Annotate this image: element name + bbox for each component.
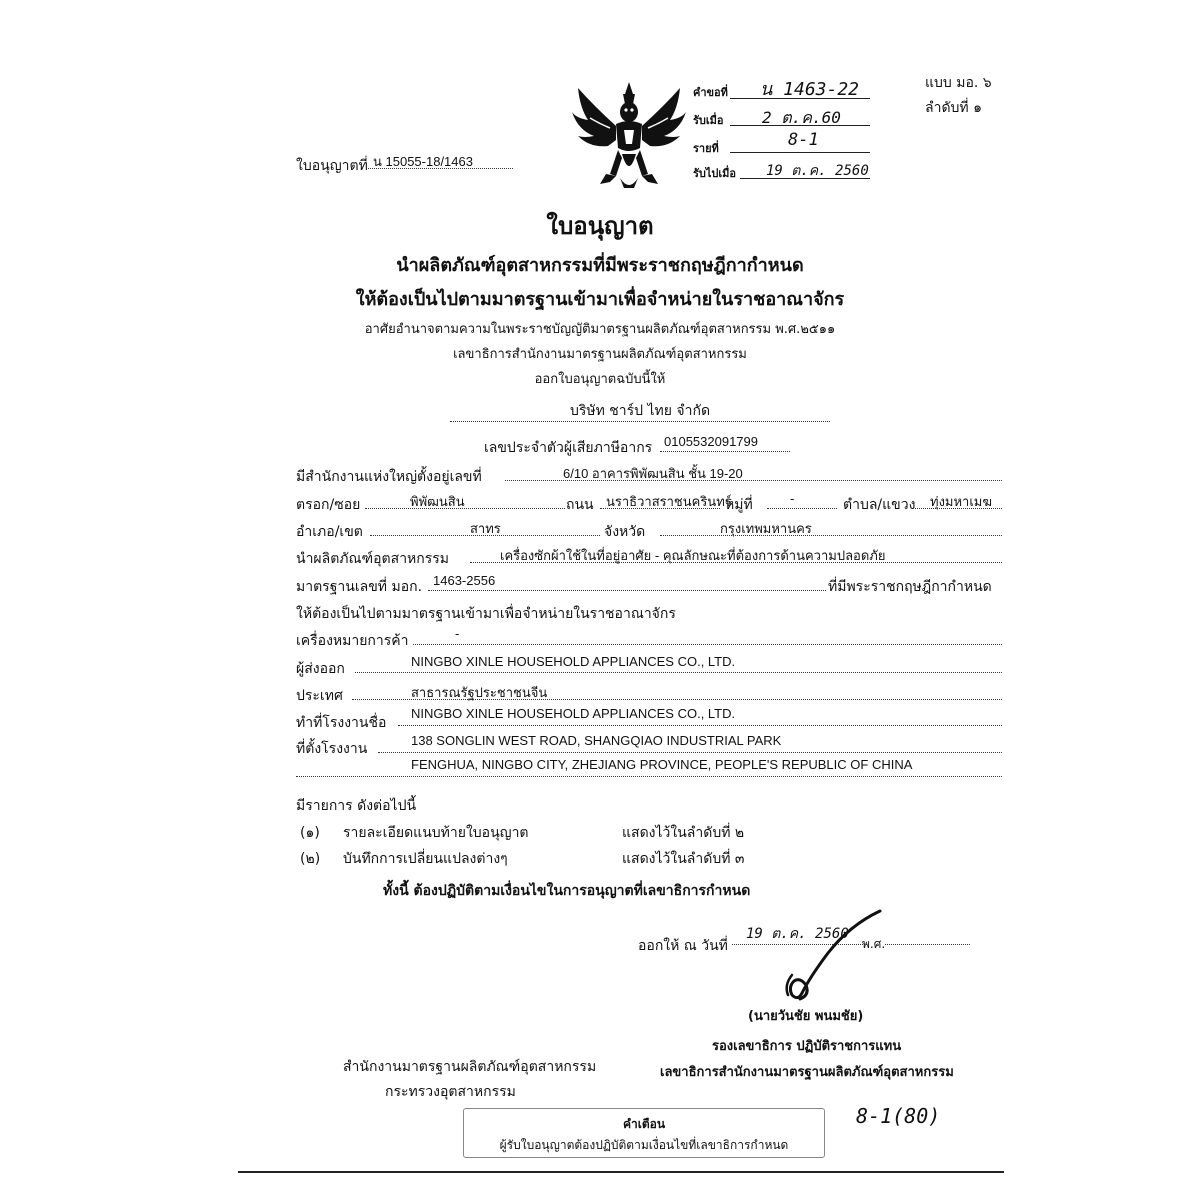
license-number-label: ใบอนุญาตที่ — [296, 158, 368, 174]
country-value: สาธารณรัฐประชาชนจีน — [411, 685, 548, 700]
garuda-emblem-icon — [570, 78, 688, 194]
subdistrict-value: ทุ่งมหาเมฆ — [930, 494, 993, 509]
country-label: ประเทศ — [296, 688, 343, 704]
document-title: ใบอนุญาต — [546, 212, 654, 240]
conformity-line: ให้ต้องเป็นไปตามมาตรฐานเข้ามาเพื่อจำหน่ายในราชอาณาจักร — [296, 606, 676, 622]
exporter-label: ผู้ส่งออก — [296, 661, 345, 677]
margin-note: 8-1(80) — [856, 1104, 941, 1128]
form-code: แบบ มอ. ๖ — [925, 75, 992, 91]
signer-name: (นายวันชัย พนมชัย) — [748, 1009, 864, 1024]
received-date-label: รับเมื่อ — [693, 114, 724, 127]
warning-title: คำเตือน — [622, 1117, 666, 1131]
signature-icon — [770, 905, 890, 1005]
province-value: กรุงเทพมหานคร — [720, 521, 812, 536]
moo-label: หมู่ที่ — [725, 497, 753, 513]
product-value: เครื่องซักผ้าใช้ในที่อยู่อาศัย - คุณลักษณะที่ต้องการด้านความปลอดภัย — [500, 548, 886, 563]
ministry-name: กระทรวงอุตสาหกรรม — [385, 1084, 516, 1100]
district-label: อำเภอ/เขต — [296, 524, 363, 540]
exporter-value: NINGBO XINLE HOUSEHOLD APPLIANCES CO., LTD. — [411, 654, 736, 669]
issued-era-label: พ.ศ. — [862, 937, 886, 951]
district-value: สาทร — [470, 521, 501, 536]
factory-location-line-2: FENGHUA, NINGBO CITY, ZHEJIANG PROVINCE, PEOPLE'S REPUBLIC OF CHINA — [411, 757, 913, 772]
authority-line-3: ออกใบอนุญาตฉบับนี้ให้ — [534, 372, 666, 387]
warning-box — [463, 1108, 825, 1158]
signer-title-2: เลขาธิการสำนักงานมาตรฐานผลิตภัณฑ์อุตสาหกรรม — [660, 1065, 954, 1080]
subdistrict-label: ตำบล/แขวง — [843, 497, 916, 513]
document-subtitle-1: นำผลิตภัณฑ์อุตสาหกรรมที่มีพระราชกฤษฎีกากำหนด — [396, 255, 804, 276]
head-office-label: มีสำนักงานแห่งใหญ่ตั้งอยู่เลขที่ — [296, 469, 482, 485]
tax-id-label: เลขประจำตัวผู้เสียภาษีอากร — [484, 440, 653, 456]
bottom-rule — [238, 1171, 1004, 1173]
province-label: จังหวัด — [604, 524, 646, 540]
factory-location-line-1: 138 SONGLIN WEST ROAD, SHANGQIAO INDUSTRIAL PARK — [411, 733, 782, 748]
item-2-number: (๒) — [300, 851, 321, 867]
issued-date-label: ออกให้ ณ วันที่ — [638, 938, 728, 954]
request-number-label: คำขอที่ — [693, 86, 728, 99]
tax-id-value: 0105532091799 — [664, 434, 758, 449]
list-number-label: รายที่ — [693, 142, 719, 155]
trademark-value: - — [455, 626, 460, 641]
authority-line-1: อาศัยอำนาจตามความในพระราชบัญญัติมาตรฐานผลิตภัณฑ์อุตสาหกรรม พ.ศ.๒๕๑๑ — [364, 322, 836, 337]
item-1-number: (๑) — [300, 825, 320, 841]
standard-suffix: ที่มีพระราชกฤษฎีกากำหนด — [828, 579, 992, 595]
moo-value: - — [790, 491, 795, 506]
trademark-label: เครื่องหมายการค้า — [296, 633, 409, 649]
factory-location-label: ที่ตั้งโรงงาน — [296, 741, 368, 757]
lane-value: พิพัฒนสิน — [410, 494, 465, 509]
accepted-date-label: รับไปเมื่อ — [693, 167, 737, 180]
factory-value: NINGBO XINLE HOUSEHOLD APPLIANCES CO., LTD. — [411, 706, 736, 721]
issued-date-value: 19 ต.ค. 2560 — [746, 926, 849, 942]
accepted-date-value: 19 ต.ค. 2560 — [766, 163, 869, 179]
road-value: นราธิวาสราชนครินทร์ — [606, 494, 732, 509]
item-2-text: บันทึกการเปลี่ยนแปลงต่างๆ — [343, 851, 508, 867]
received-date-value: 2 ต.ค.60 — [762, 108, 841, 127]
head-office-value: 6/10 อาคารพิพัฒนสิน ชั้น 19-20 — [563, 466, 743, 481]
item-2-reference: แสดงไว้ในลำดับที่ ๓ — [622, 851, 745, 867]
sequence-number: ลำดับที่ ๑ — [925, 100, 982, 116]
office-name: สำนักงานมาตรฐานผลิตภัณฑ์อุตสาหกรรม — [343, 1059, 597, 1075]
authority-line-2: เลขาธิการสำนักงานมาตรฐานผลิตภัณฑ์อุตสาหกรรม — [453, 347, 747, 362]
list-number-value: 8-1 — [788, 130, 819, 150]
list-intro: มีรายการ ดังต่อไปนี้ — [296, 798, 417, 814]
document-subtitle-2: ให้ต้องเป็นไปตามมาตรฐานเข้ามาเพื่อจำหน่ายในราชอาณาจักร — [355, 289, 845, 310]
lane-label: ตรอก/ซอย — [296, 497, 361, 513]
signer-title-1: รองเลขาธิการ ปฏิบัติราชการแทน — [712, 1039, 902, 1054]
standard-label: มาตรฐานเลขที่ มอก. — [296, 579, 423, 595]
company-name: บริษัท ชาร์ป ไทย จำกัด — [569, 403, 711, 419]
condition-text: ทั้งนี้ ต้องปฏิบัติตามเงื่อนไขในการอนุญาตที่เลขาธิการกำหนด — [383, 883, 751, 899]
factory-label: ทำที่โรงงานชื่อ — [296, 715, 387, 731]
item-1-reference: แสดงไว้ในลำดับที่ ๒ — [622, 825, 745, 841]
item-1-text: รายละเอียดแนบท้ายใบอนุญาต — [343, 825, 529, 841]
standard-value: 1463-2556 — [433, 573, 496, 588]
request-number-value: น 1463-22 — [760, 79, 859, 100]
license-number-value: น 15055-18/1463 — [373, 154, 473, 169]
warning-text: ผู้รับใบอนุญาตต้องปฏิบัติตามเงื่อนไขที่เลขาธิการกำหนด — [499, 1138, 789, 1152]
product-label: นำผลิตภัณฑ์อุตสาหกรรม — [296, 551, 450, 567]
road-label: ถนน — [566, 497, 594, 513]
